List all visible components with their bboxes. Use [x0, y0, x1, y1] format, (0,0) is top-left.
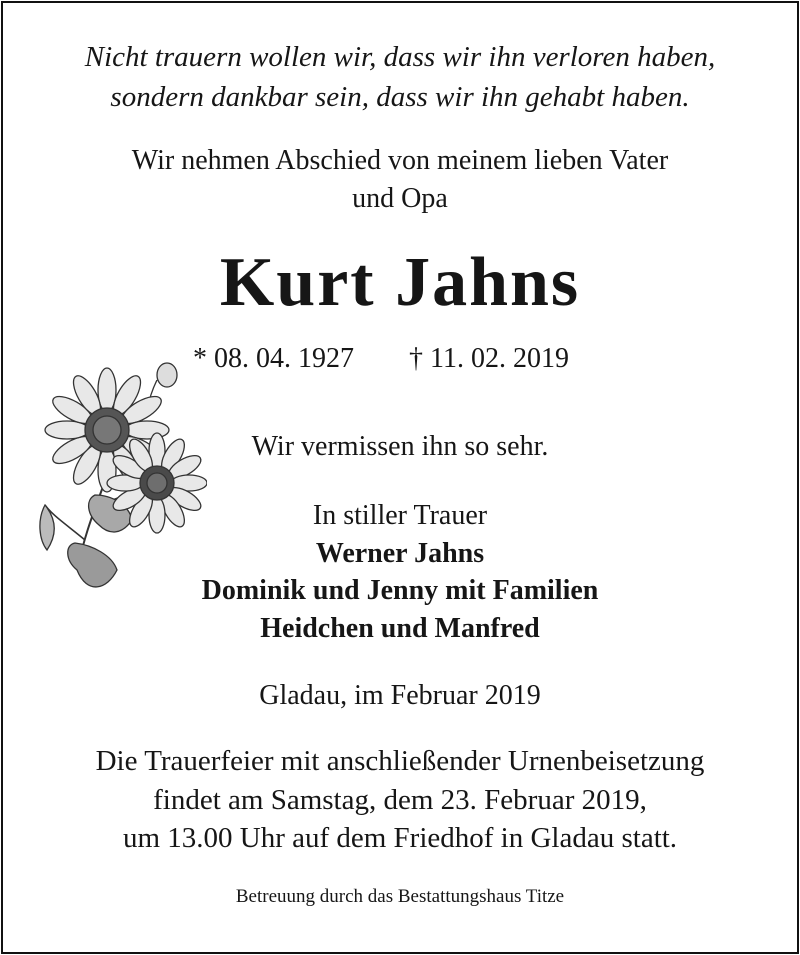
quote-line-1: Nicht trauern wollen wir, dass wir ihn verloren haben,: [84, 41, 716, 73]
farewell-line-1: Wir nehmen Abschied von meinem lieben Vater: [131, 145, 669, 176]
mourner-name: Dominik und Jenny mit Familien: [201, 575, 599, 606]
mourner-name: Werner Jahns: [315, 538, 485, 569]
death-date: † 11. 02. 2019: [409, 343, 569, 374]
farewell-line-2: und Opa: [352, 183, 448, 214]
birth-date: * 08. 04. 1927: [193, 343, 354, 374]
obituary-notice: [1, 1, 799, 954]
memorial-message: Wir vermissen ihn so sehr.: [251, 431, 549, 462]
ceremony-line-3: um 13.00 Uhr auf dem Friedhof in Gladau statt.: [122, 822, 678, 854]
ceremony-line-1: Die Trauerfeier mit anschließender Urnenbeisetzung: [95, 745, 705, 777]
life-dates: [193, 343, 569, 375]
funeral-home-credit: Betreuung durch das Bestattungshaus Titze: [235, 886, 565, 907]
mourners-heading: In stiller Trauer: [312, 500, 488, 531]
deceased-name: Kurt Jahns: [219, 244, 581, 321]
mourner-name: Heidchen und Manfred: [260, 613, 540, 644]
place-and-date: Gladau, im Februar 2019: [259, 680, 541, 711]
ceremony-line-2: findet am Samstag, dem 23. Februar 2019,: [153, 784, 647, 816]
quote-line-2: sondern dankbar sein, dass wir ihn gehabt haben.: [110, 81, 690, 113]
